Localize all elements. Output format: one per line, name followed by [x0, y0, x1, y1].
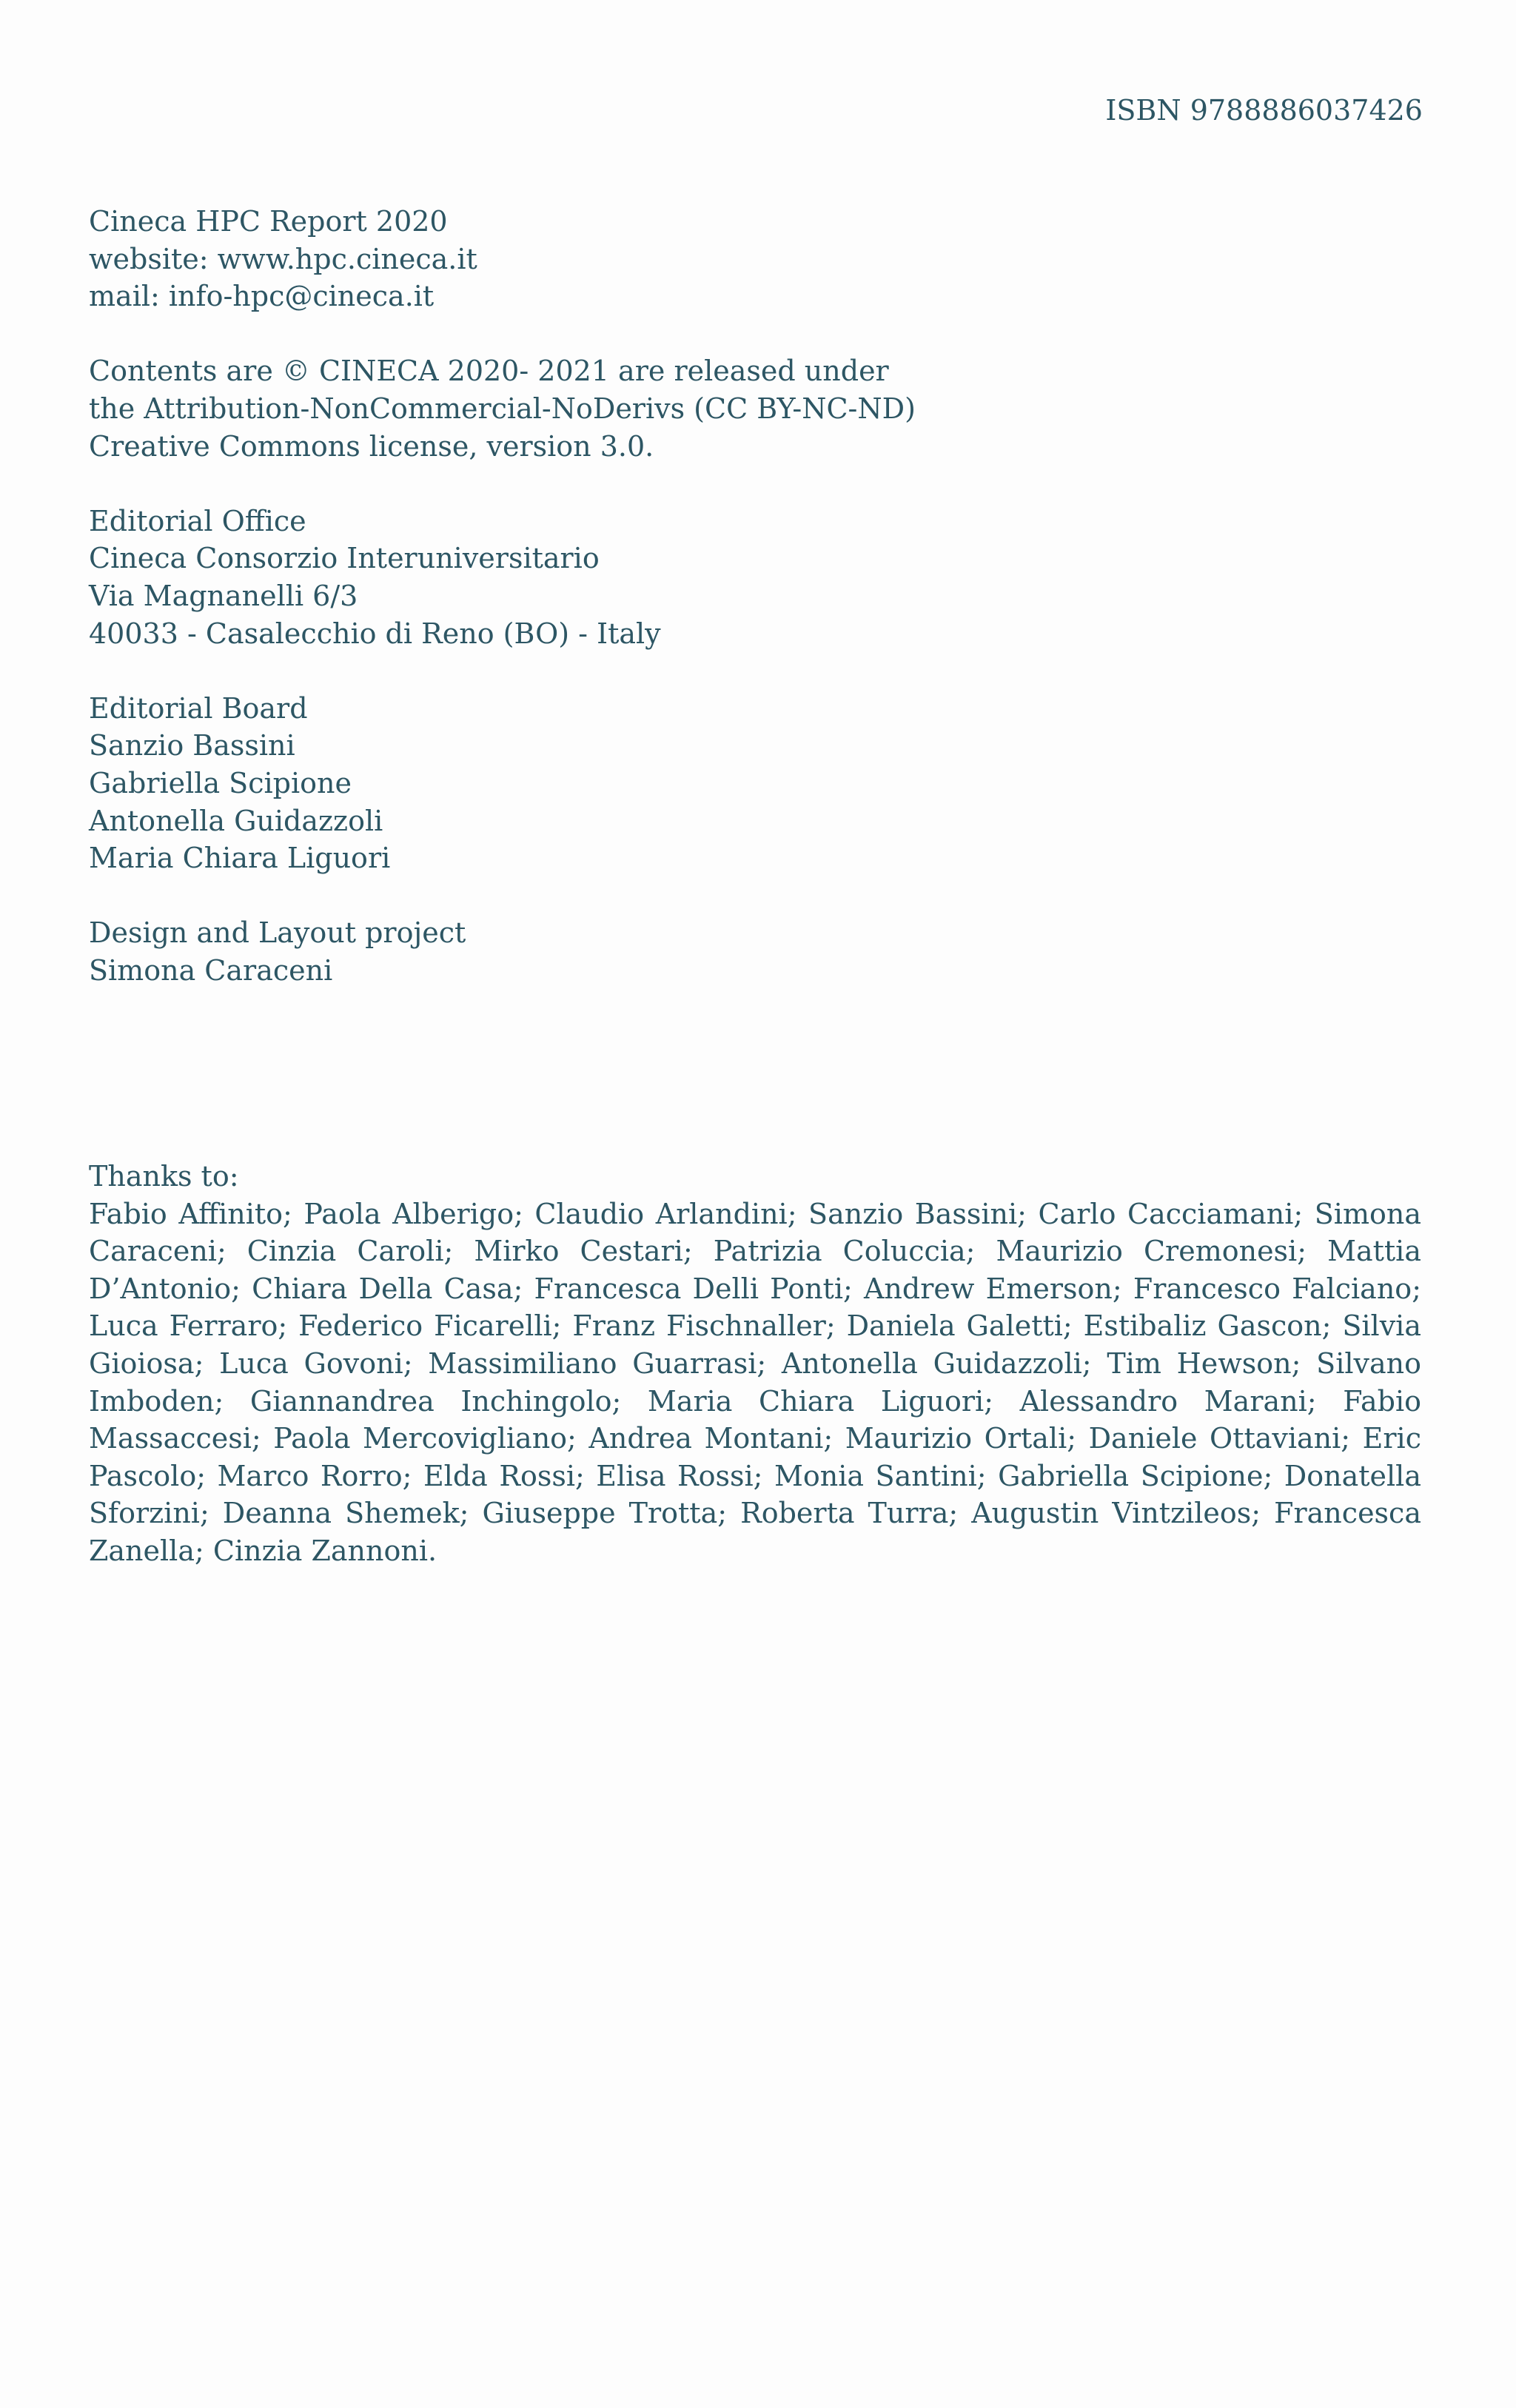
design-heading: Design and Layout project — [89, 916, 466, 950]
editorial-board-member: Antonella Guidazzoli — [89, 804, 383, 837]
colophon-content — [89, 203, 1421, 1607]
report-info — [89, 203, 1421, 315]
editorial-board — [89, 690, 1421, 877]
acknowledgements — [89, 1158, 1421, 1570]
editorial-office-city: 40033 - Casalecchio di Reno (BO) - Italy — [89, 617, 661, 650]
license-line: Creative Commons license, version 3.0. — [89, 429, 654, 463]
editorial-board-heading: Editorial Board — [89, 691, 308, 725]
editorial-office-name: Cineca Consorzio Interuniversitario — [89, 542, 600, 575]
section-spacer — [89, 1027, 1421, 1158]
editorial-office-heading: Editorial Office — [89, 504, 306, 537]
report-mail: mail: info-hpc@cineca.it — [89, 280, 435, 313]
license-notice — [89, 352, 1421, 465]
license-line: Contents are © CINECA 2020- 2021 are released under — [89, 355, 889, 388]
editorial-board-member: Gabriella Scipione — [89, 766, 352, 799]
license-line: the Attribution-NonCommercial-NoDerivs (CC BY-NC-ND) — [89, 392, 916, 425]
report-title: Cineca HPC Report 2020 — [89, 205, 448, 238]
editorial-office-street: Via Magnanelli 6/3 — [89, 579, 358, 612]
report-website: website: www.hpc.cineca.it — [89, 242, 477, 275]
editorial-board-member: Maria Chiara Liguori — [89, 842, 391, 875]
editorial-board-member: Sanzio Bassini — [89, 729, 295, 762]
thanks-heading: Thanks to: — [89, 1160, 239, 1193]
editorial-office — [89, 503, 1421, 652]
design-credit — [89, 914, 1421, 989]
isbn-number: ISBN 9788886037426 — [1105, 94, 1423, 127]
design-name: Simona Caraceni — [89, 953, 333, 987]
thanks-list: Fabio Affinito; Paola Alberigo; Claudio Arlandini; Sanzio Bassini; Carlo Cacciamani; Simona Caraceni; Cinzia Caroli; Mirko Cestari; Patrizia Coluccia; Maurizio Cremonesi; Mattia D’Antonio; Chiara Della Casa; Francesca Delli Ponti; Andrew Emerson; Francesco Falciano; Luca Ferraro; Federico Ficarelli; Franz Fischnaller; Daniela Galetti; Estibaliz Gascon; Silvia Gioiosa; Luca Govoni; Massimiliano Guarrasi; Antonella Guidazzoli; Tim Hewson; Silvano Imboden; Giannandrea Inchingolo; Maria Chiara Liguori; Alessandro Marani; Fabio Massaccesi; Paola Mercovigliano; Andrea Montani; Maurizio Ortali; Daniele Ottaviani; Eric Pascolo; Marco Rorro; Elda Rossi; Elisa Rossi; Monia Santini; Gabriella Scipione; Donatella Sforzini; Deanna Shemek; Giuseppe Trotta; Roberta Turra; Augustin Vintzileos; Francesca Zanella; Cinzia Zannoni. — [89, 1197, 1421, 1567]
